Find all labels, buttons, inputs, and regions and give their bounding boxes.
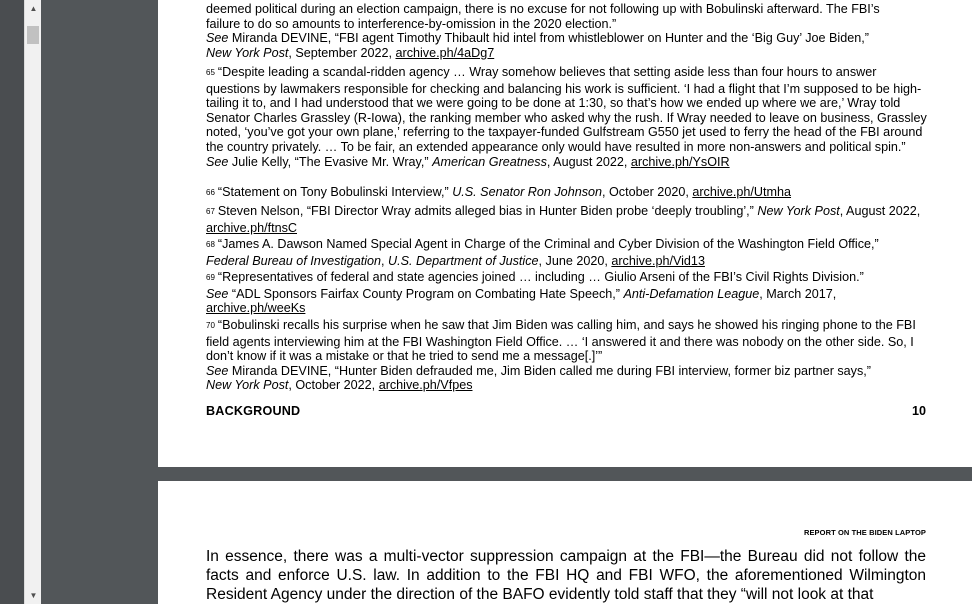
footnote-number: 67 (206, 207, 215, 216)
archive-link[interactable]: archive.ph/weeKs (206, 301, 306, 316)
source-name: Anti-Defamation League (623, 286, 760, 301)
footnote-text: “Despite leading a scandal-ridden agency … Wray somehow believes that setting aside less than four hours to answer questions by lawmakers responsible for checking and balancing his work is sufficient. ‘I had a flight that I’m supposed to be high-tailing it to, and I had understood that we were going to be done at 1:30, so that’s how we ended up where we are,’ Wray told Senator Charles Grassley (R-Iowa), the ranking member who asked why the rush. If Wray needed to leave on business, Grassley noted, ‘you’ve got your own plane,’ referring to the taxpayer-funded Gulfstream G550 jet used to ferry the head of the FBI around the country privately. … To be fair, an extended appearance only would have resulted in more non-answers and political spin.” (206, 65, 927, 154)
footnote-text: failure to do so amounts to interference-by-omission in the 2020 election.” (206, 16, 617, 31)
footnote-68 (206, 237, 928, 268)
footnote-text: “Statement on Tony Bobulinski Interview,” (217, 185, 453, 199)
see-label: See (206, 154, 229, 169)
citation-text: “ADL Sponsors Fairfax County Program on Combating Hate Speech,” (228, 286, 624, 301)
citation-separator: , (381, 253, 389, 268)
citation-text: Miranda DEVINE, “Hunter Biden defrauded me, Jim Biden called me during FBI interview, former biz partner says,” (228, 363, 871, 378)
vertical-scrollbar[interactable] (24, 0, 41, 604)
archive-link[interactable]: archive.ph/Vfpes (378, 378, 473, 393)
body-paragraph: In essence, there was a multi-vector suppression campaign at the FBI—the Bureau did not follow the facts and enforce U.S. law. In addition to the FBI HQ and FBI WFO, the aforementioned Wilmington Resident Agency under the direction of the BAFO evidently told staff that they “will not look at that (206, 548, 926, 603)
footnote-text: “James A. Dawson Named Special Agent in Charge of the Criminal and Cyber Division of the Washington Field Office,” (217, 237, 879, 251)
source-name: U.S. Senator Ron Johnson (452, 185, 603, 199)
citation-date: , October 2020, (602, 185, 693, 199)
document-page-11 (158, 481, 972, 604)
archive-link[interactable]: archive.ph/Vid13 (611, 253, 705, 268)
citation-date: , September 2022, (288, 45, 396, 60)
archive-link[interactable]: archive.ph/Utmha (692, 185, 792, 199)
source-name: U.S. Department of Justice (388, 253, 539, 268)
see-label: See (206, 286, 229, 301)
scroll-down-icon[interactable]: ▼ (29, 591, 38, 600)
footnote-text: “Bobulinski recalls his surprise when he saw that Jim Biden was calling him, and says he showed his ringing phone to the FBI field agents interviewing him at the FBI Washington Field Office. … ‘I answered it and there was nobody on the other side. So, I don’t know if it was a mistake or that he tried to send me a message[.]’” (206, 318, 916, 364)
see-label: See (206, 31, 229, 46)
citation-date: , August 2022, (839, 204, 921, 218)
footnote-number: 68 (206, 240, 215, 249)
citation-text: Miranda DEVINE, “FBI agent Timothy Thibault hid intel from whistleblower on Hunter and the ‘Big Guy’ Joe Biden,” (228, 31, 869, 46)
footnote-text: deemed political during an election campaign, there is no excuse for not following up with Bobulinski afterward. The FBI’s (206, 2, 880, 16)
footnote-number: 69 (206, 273, 215, 282)
footnote-number: 66 (206, 188, 215, 197)
citation-date: , August 2022, (546, 154, 631, 169)
document-page-10 (158, 0, 972, 467)
viewer-left-panel (0, 0, 24, 604)
citation-date: , March 2017, (759, 286, 837, 301)
scroll-up-icon[interactable]: ▲ (29, 4, 38, 13)
footnote-64-continued (206, 2, 928, 60)
page-running-header: REPORT ON THE BIDEN LAPTOP (803, 528, 926, 537)
footnote-number: 70 (206, 321, 215, 330)
footnote-66 (206, 185, 928, 202)
page-number: 10 (911, 404, 926, 418)
source-name: Federal Bureau of Investigation (206, 253, 382, 268)
archive-link[interactable]: archive.ph/4aDg7 (395, 45, 495, 60)
scroll-thumb[interactable] (27, 26, 39, 44)
source-name: New York Post (206, 45, 289, 60)
citation-date: , October 2022, (288, 378, 379, 393)
footnote-number: 65 (206, 68, 215, 77)
page-footer-section: BACKGROUND (206, 404, 301, 418)
see-label: See (206, 363, 229, 378)
source-name: American Greatness (432, 154, 547, 169)
footnote-65 (206, 65, 928, 169)
archive-link[interactable]: archive.ph/YsOIR (630, 154, 730, 169)
source-name: New York Post (206, 378, 289, 393)
archive-link[interactable]: archive.ph/ftnsC (206, 220, 297, 235)
citation-text: Julie Kelly, “The Evasive Mr. Wray,” (228, 154, 433, 169)
source-name: New York Post (757, 204, 840, 218)
footnote-69 (206, 270, 928, 316)
footnote-text: “Representatives of federal and state agencies joined … including … Giulio Arseni of the FBI’s Civil Rights Division.” (217, 270, 864, 284)
citation-date: , June 2020, (538, 253, 612, 268)
footnote-67 (206, 204, 928, 235)
footnote-70 (206, 318, 928, 393)
footnote-text: Steven Nelson, “FBI Director Wray admits alleged bias in Hunter Biden probe ‘deeply troubling’,” (217, 204, 758, 218)
